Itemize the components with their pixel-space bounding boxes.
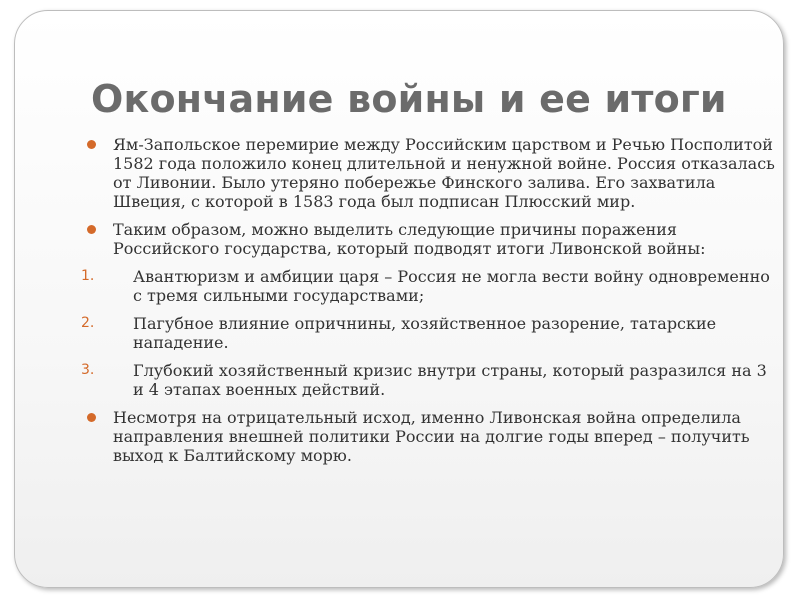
list-item-causes-intro <box>87 220 777 258</box>
list-item-text: Ям-Запольское перемирие между Российским царством и Речью Посполитой 1582 года положило конец длительной и ненужной войне. Россия отказалась от Ливонии. Было утеряно побережье Финского залива. Его захватила Швеция, с которой в 1583 года был подписан Плюсский мир. <box>113 135 775 211</box>
list-item-text: Таким образом, можно выделить следующие причины поражения Российского государства, который подводят итоги Ливонской войны: <box>113 220 706 258</box>
bullet-dot-icon <box>87 413 96 422</box>
list-item-text: Несмотря на отрицательный исход, именно Ливонская война определила направления внешней политики России на долгие годы вперед – получить выход к Балтийскому морю. <box>113 408 750 465</box>
list-number: 1. <box>81 268 95 284</box>
slide-title: Окончание войны и ее итоги <box>91 77 727 121</box>
list-item-cause-1 <box>81 267 777 305</box>
bullet-dot-icon <box>87 140 96 149</box>
list-number: 2. <box>81 315 95 331</box>
list-item-cause-2 <box>81 314 777 352</box>
list-item-conclusion <box>87 408 777 465</box>
slide-content <box>81 135 777 474</box>
list-item-text: Авантюризм и амбиции царя – Россия не могла вести войну одновременно с тремя сильными государствами; <box>133 267 770 305</box>
list-number: 3. <box>81 362 95 378</box>
list-item-armistice <box>87 135 777 211</box>
list-item-text: Глубокий хозяйственный кризис внутри страны, который разразился на 3 и 4 этапах военных действий. <box>133 361 767 399</box>
slide-frame <box>14 10 784 588</box>
bullet-dot-icon <box>87 225 96 234</box>
list-item-cause-3 <box>81 361 777 399</box>
list-item-text: Пагубное влияние опричнины, хозяйственное разорение, татарские нападение. <box>133 314 717 352</box>
